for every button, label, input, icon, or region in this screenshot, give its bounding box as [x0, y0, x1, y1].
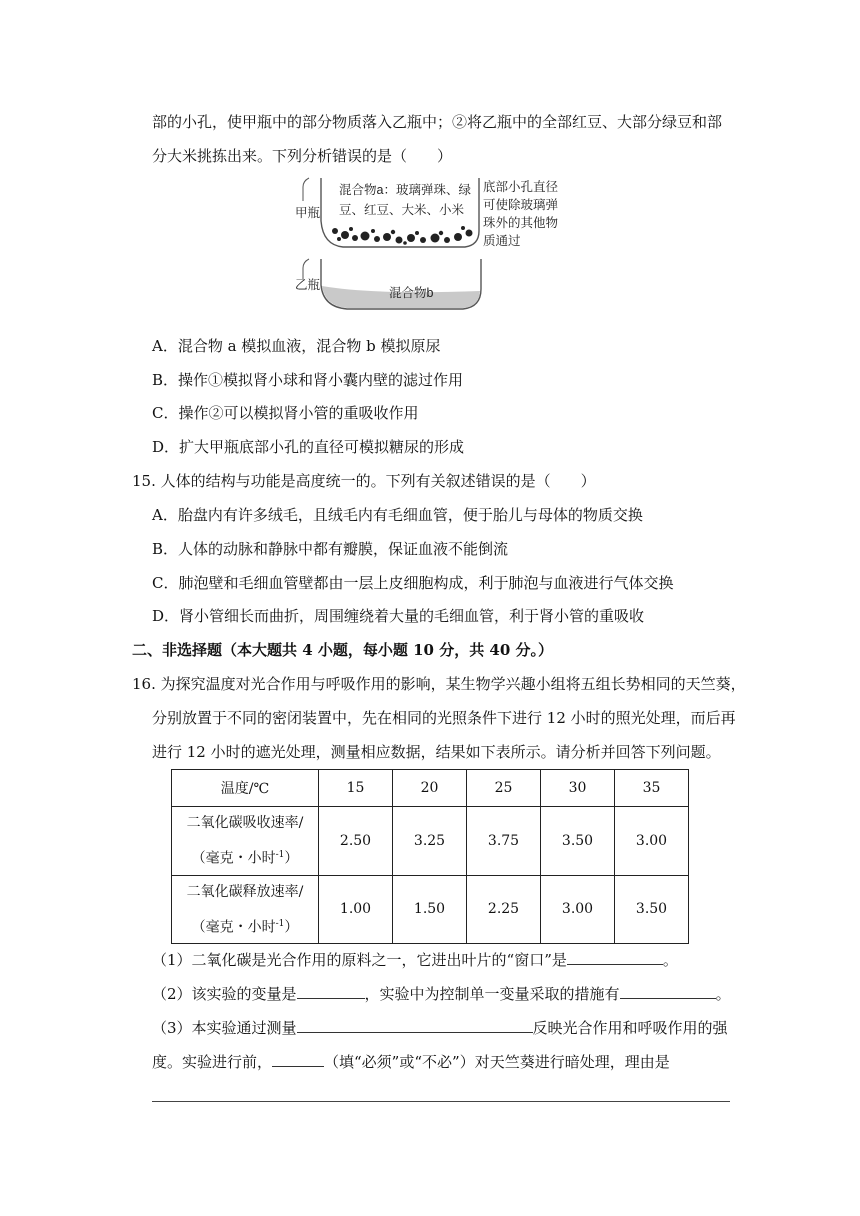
- data-table: [171, 769, 689, 944]
- q16-sub1-end: 。: [662, 951, 678, 969]
- table-cell: 1.50: [393, 875, 467, 944]
- table-cell: 2.25: [467, 875, 541, 944]
- q16-sub2: [152, 984, 731, 1004]
- q16-sub2-text-b: ，实验中为控制单一变量采取的措施有: [364, 985, 620, 1003]
- answer-blank[interactable]: [567, 950, 663, 965]
- table-row: [172, 875, 689, 944]
- q15-option-c: C．肺泡壁和毛细血管壁都由一层上皮细胞构成，利于肺泡与血液进行气体交换: [152, 574, 674, 592]
- q14-stem-line2: 分大米挑拣出来。下列分析错误的是（ ）: [152, 147, 453, 165]
- yi-label: 乙瓶: [295, 278, 321, 292]
- q16-sub3-text-a: （3）本实验通过测量: [152, 1019, 297, 1037]
- table-row: [172, 807, 689, 876]
- hole-note-2: 可使除玻璃弹: [483, 198, 559, 212]
- q15-option-b: B．人体的动脉和静脉中都有瓣膜，保证血液不能倒流: [152, 540, 509, 558]
- q16-sub2-text-a: （2）该实验的变量是: [152, 985, 297, 1003]
- q16-sub3-text-b: 反映光合作用和呼吸作用的强: [532, 1019, 728, 1037]
- q16-sub1-text: （1）二氧化碳是光合作用的原料之一，它进出叶片的“窗口”是: [152, 951, 567, 969]
- q16-sub3: [152, 1018, 728, 1038]
- answer-blank[interactable]: [620, 984, 716, 999]
- q16-sub3-line2: [152, 1052, 670, 1072]
- table-cell: 3.50: [615, 875, 689, 944]
- beads: [332, 226, 473, 245]
- table-header-label: 温度/℃: [172, 770, 319, 807]
- row-label-line1: 二氧化碳吸收速率/: [186, 815, 304, 831]
- hole-note-4: 质通过: [483, 234, 521, 248]
- answer-line[interactable]: [152, 1101, 730, 1102]
- row-label-close: ）: [284, 919, 299, 936]
- q14-option-b: B．操作①模拟肾小球和肾小囊内壁的滤过作用: [152, 371, 464, 389]
- mixture-a-line2: 豆、红豆、大米、小米: [339, 203, 465, 217]
- row-label: [172, 875, 319, 944]
- q15-option-d: D．肾小管细长而曲折，周围缠绕着大量的毛细血管，利于肾小管的重吸收: [152, 607, 645, 625]
- row-label-sup: -1: [275, 850, 285, 860]
- row-label-unit: （毫克・小时: [191, 919, 276, 936]
- q14-option-d: D．扩大甲瓶底部小孔的直径可模拟糖尿的形成: [152, 438, 465, 456]
- table-header-cell: 15: [319, 770, 393, 807]
- q16-sub3-line2-text-a: 度。实验进行前，: [152, 1053, 273, 1071]
- section-heading: 二、非选择题（本大题共 4 小题，每小题 10 分，共 40 分。）: [132, 641, 554, 659]
- table-cell: 3.00: [615, 807, 689, 876]
- row-label-line1: 二氧化碳释放速率/: [186, 883, 304, 900]
- table-header-cell: 25: [467, 770, 541, 807]
- q14-stem-line1: 部的小孔，使甲瓶中的部分物质落入乙瓶中；②将乙瓶中的全部红豆、大部分绿豆和部: [152, 113, 723, 131]
- table-cell: 3.50: [541, 807, 615, 876]
- q16-stem-line3: 进行 12 小时的遮光处理，测量相应数据，结果如下表所示。请分析并回答下列问题。: [152, 743, 721, 761]
- hole-note-1: 底部小孔直径: [483, 180, 559, 194]
- q15-stem: 15. 人体的结构与功能是高度统一的。下列有关叙述错误的是（ ）: [132, 472, 596, 490]
- q14-option-a: A．混合物 a 模拟血液，混合物 b 模拟原尿: [152, 337, 441, 355]
- row-label-close: ）: [284, 850, 299, 867]
- q16-sub1: [152, 950, 678, 970]
- row-label-unit: （毫克・小时: [191, 850, 276, 867]
- mixture-b-label: 混合物b: [389, 286, 434, 300]
- answer-blank[interactable]: [297, 984, 365, 999]
- row-label: [172, 807, 319, 876]
- table-header-cell: 35: [615, 770, 689, 807]
- q16-stem-line2: 分别放置于不同的密闭装置中，先在相同的光照条件下进行 12 小时的照光处理，而后再: [152, 709, 736, 727]
- table-cell: 3.00: [541, 875, 615, 944]
- q16-stem-line1: 16. 为探究温度对光合作用与呼吸作用的影响，某生物学兴趣小组将五组长势相同的天竺葵，: [132, 675, 746, 693]
- mixture-a-line1: 混合物a：玻璃弹珠、绿: [339, 183, 471, 197]
- table-header-cell: 20: [393, 770, 467, 807]
- row-label-line2: [172, 908, 318, 944]
- q16-sub3-line2-text-b: （填“必须”或“不必”）对天竺葵进行暗处理，理由是: [324, 1053, 670, 1071]
- answer-blank[interactable]: [272, 1052, 324, 1067]
- bottle-diagram: [295, 173, 575, 315]
- table-header-row: [172, 770, 689, 807]
- table-header-cell: 30: [541, 770, 615, 807]
- table-cell: 3.75: [467, 807, 541, 876]
- q16-sub2-end: 。: [715, 985, 731, 1003]
- q14-option-c: C．操作②可以模拟肾小管的重吸收作用: [152, 404, 419, 422]
- jia-label: 甲瓶: [295, 206, 321, 220]
- q15-option-a: A．胎盘内有许多绒毛，且绒毛内有毛细血管，便于胎儿与母体的物质交换: [152, 506, 643, 524]
- answer-blank[interactable]: [297, 1018, 533, 1033]
- table-cell: 3.25: [393, 807, 467, 876]
- row-label-sup: -1: [275, 918, 285, 929]
- hole-note-3: 珠外的其他物: [483, 216, 559, 230]
- row-label-line2: [172, 839, 318, 875]
- table-cell: 2.50: [319, 807, 393, 876]
- table-cell: 1.00: [319, 875, 393, 944]
